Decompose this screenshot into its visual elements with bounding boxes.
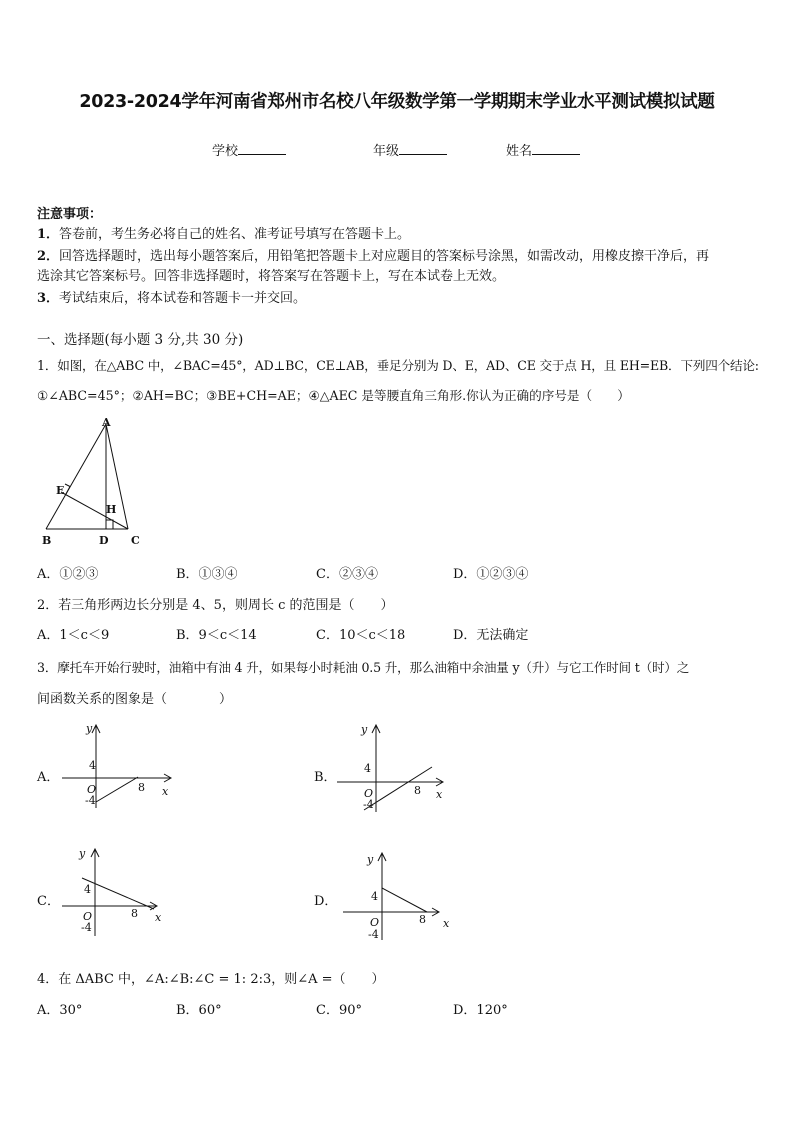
origin-label: O: [370, 916, 380, 929]
q4-option-d[interactable]: D．120°: [453, 1003, 508, 1018]
x-label: x: [436, 788, 443, 801]
origin-label: O: [87, 783, 97, 796]
triangle-figure: [36, 414, 148, 550]
label-h: H: [106, 503, 117, 516]
graph-b-line: [364, 767, 432, 810]
graph-c: [58, 842, 176, 938]
label-c: C: [131, 534, 140, 547]
altitude-ce: [61, 492, 128, 529]
graph-a: [58, 718, 180, 810]
q3-text-1: 3．摩托车开始行驶时，油箱中有油 4 升，如果每小时耗油 0.5 升，那么油箱中余油量 y（升）与它工作时间 t（时）之: [37, 660, 690, 675]
notice-item-1: [37, 223, 410, 242]
tick-4: 4: [364, 762, 371, 775]
q1-text-2: ①∠ABC=45°；②AH=BC；③BE+CH=AE；④△AEC 是等腰直角三角形.你认为正确的序号是（ ）: [37, 388, 630, 403]
q1-option-b[interactable]: B．①③④: [176, 567, 238, 582]
notice-item-3: [37, 287, 306, 306]
notice-heading: 注意事项：: [37, 207, 103, 222]
grade-label: 年级: [373, 144, 400, 159]
tick-8: 8: [419, 913, 426, 926]
q3-option-d[interactable]: D．: [314, 894, 338, 909]
exam-title: 2023-2024学年河南省郑州市名校八年级数学第一学期期末学业水平测试模拟试题: [79, 92, 715, 112]
side-ab: [46, 424, 106, 529]
grade-field: [373, 140, 447, 159]
q4-option-a[interactable]: A．30°: [37, 1003, 83, 1018]
graph-c-line: [82, 878, 154, 909]
tick-4: 4: [89, 759, 96, 772]
tick-neg4: -4: [368, 928, 379, 941]
school-blank: [238, 142, 286, 155]
q1-text-1: 1．如图，在△ABC 中，∠BAC=45°，AD⊥BC，CE⊥AB，垂足分别为 D、E，AD、CE 交于点 H，且 EH=EB．下列四个结论:: [37, 358, 759, 373]
q2-option-d[interactable]: D．无法确定: [453, 628, 529, 643]
tick-8: 8: [131, 907, 138, 920]
q2-option-c[interactable]: C．10＜c＜18: [316, 628, 406, 643]
tick-8: 8: [138, 781, 145, 794]
notice-item-1-text: 答卷前，考生务必将自己的姓名、准考证号填写在答题卡上。: [59, 227, 411, 242]
school-field: [212, 140, 286, 159]
q3-option-c[interactable]: C．: [37, 894, 60, 909]
graph-d-line: [382, 888, 427, 912]
notice-item-3-num: 3．: [37, 291, 60, 306]
q3-option-b[interactable]: B．: [314, 770, 337, 785]
label-d: D: [99, 534, 109, 547]
q2-option-a[interactable]: A．1＜c＜9: [37, 628, 110, 643]
name-field: [506, 140, 580, 159]
q3-text-2: 间函数关系的图象是（ ）: [37, 692, 233, 707]
q1-option-c[interactable]: C．②③④: [316, 567, 378, 582]
section-heading: 一、选择题(每小题 3 分,共 30 分): [37, 332, 244, 348]
notice-item-2-text: 回答选择题时，选出每小题答案后，用铅笔把答题卡上对应题目的答案标号涂黑，如需改动，用橡皮擦干净后，再: [59, 249, 710, 264]
y-label: y: [86, 722, 93, 735]
origin-label: O: [364, 787, 374, 800]
notice-item-2-num: 2．: [37, 249, 60, 264]
label-e: E: [56, 484, 65, 497]
y-label: y: [79, 847, 86, 860]
tick-4: 4: [371, 890, 378, 903]
q2-option-b[interactable]: B．9＜c＜14: [176, 628, 257, 643]
x-label: x: [155, 911, 162, 924]
notice-item-2: [37, 245, 709, 264]
notice-item-3-text: 考试结束后，将本试卷和答题卡一并交回。: [59, 291, 307, 306]
graph-a-line: [96, 777, 138, 802]
name-blank: [532, 142, 580, 155]
grade-blank: [399, 142, 447, 155]
q4-option-c[interactable]: C．90°: [316, 1003, 362, 1018]
graph-b: [334, 718, 452, 814]
notice-item-2-cont: 选涂其它答案标号。回答非选择题时，将答案写在答题卡上，写在本试卷上无效。: [37, 269, 506, 284]
x-label: x: [443, 917, 450, 930]
name-label: 姓名: [506, 144, 533, 159]
school-label: 学校: [212, 144, 239, 159]
q2-text: 2．若三角形两边长分别是 4、5，则周长 c 的范围是（ ）: [37, 598, 394, 613]
tick-8: 8: [414, 784, 421, 797]
q3-option-a[interactable]: A．: [37, 770, 60, 785]
q4-text: 4．在 ΔABC 中，∠A:∠B:∠C = 1: 2:3，则∠A =（ ）: [37, 972, 385, 987]
tick-neg4: -4: [81, 921, 92, 934]
notice-item-1-num: 1．: [37, 227, 60, 242]
y-label: y: [367, 853, 374, 866]
label-a: A: [102, 416, 111, 429]
tick-neg4: -4: [85, 794, 96, 807]
x-label: x: [162, 785, 169, 798]
tick-neg4: -4: [363, 798, 374, 811]
graph-d: [340, 846, 458, 942]
tick-4: 4: [84, 883, 91, 896]
q1-option-d[interactable]: D．①②③④: [453, 567, 529, 582]
right-angle-d: [106, 520, 113, 529]
q1-option-a[interactable]: A．①②③: [37, 567, 99, 582]
origin-label: O: [83, 910, 93, 923]
label-b: B: [42, 534, 52, 547]
y-label: y: [361, 723, 368, 736]
q4-option-b[interactable]: B．60°: [176, 1003, 222, 1018]
